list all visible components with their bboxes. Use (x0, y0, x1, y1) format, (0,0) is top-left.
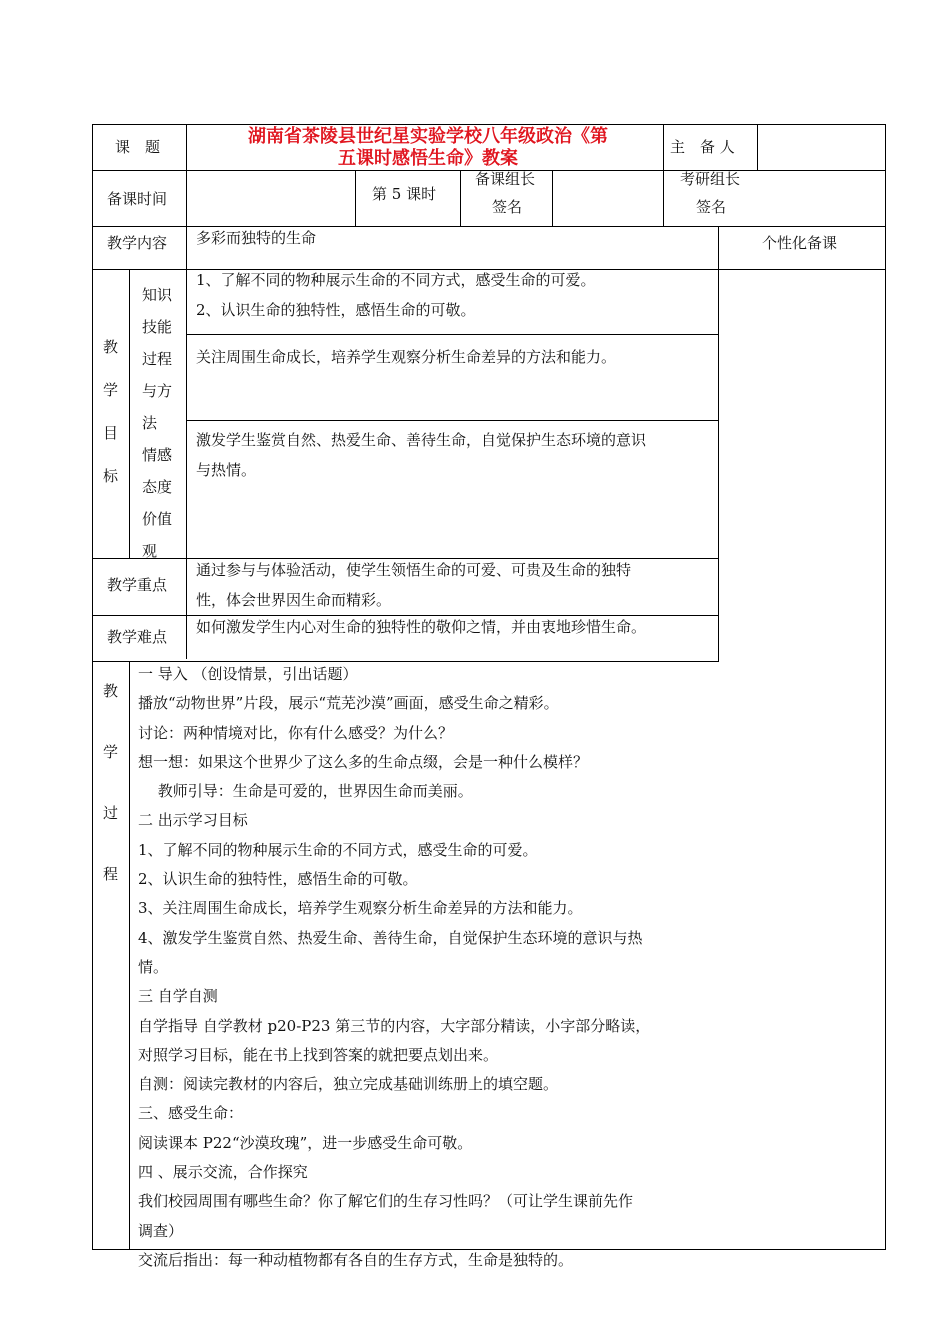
process-goal-line: 关注周围生命成长，培养学生观察分析生命差异的方法和能力。 (196, 348, 617, 366)
content-label: 教学内容 (107, 234, 168, 252)
col-divider (757, 124, 758, 170)
objectives-label (103, 326, 118, 498)
process-line: 4、激发学生鉴赏自然、热爱生命、善待生命，自觉保护生态环境的意识与热 (138, 928, 643, 947)
table-border-top (92, 124, 886, 125)
group-leader-label-1: 备课组长 (475, 170, 536, 188)
difficulties-text (196, 612, 646, 642)
emotion-label-line: 观 (142, 542, 158, 560)
col-divider (129, 661, 130, 1249)
process-line: 教师引导：生命是可爱的，世界因生命而美丽。 (138, 782, 473, 801)
emotion-label-line: 价值 (142, 510, 173, 528)
knowledge-line: 2、认识生命的独特性，感悟生命的可敬。 (196, 301, 476, 319)
emotion-label-line: 情感 (142, 446, 173, 464)
process-line: 三、感受生命： (138, 1104, 244, 1123)
difficulties-line: 如何激发学生内心对生命的独特性的敬仰之情，并由衷地珍惜生命。 (196, 618, 647, 636)
objectives-label-char: 目 (103, 424, 119, 442)
row-divider (186, 334, 719, 335)
col-divider (355, 170, 356, 226)
prep-time-label: 备课时间 (107, 190, 168, 208)
process-line: 播放“动物世界”片段，展示“荒芜沙漠”画面，感受生命之精彩。 (138, 694, 559, 713)
preparer-label: 主 备 人 (670, 138, 735, 156)
col-divider (718, 226, 719, 661)
content-value: 多彩而独特的生命 (196, 229, 317, 247)
period-label: 第 5 课时 (372, 185, 437, 203)
key-points-text (196, 555, 631, 615)
objectives-label-char: 学 (103, 381, 119, 399)
knowledge-label-line: 知识 (142, 286, 173, 304)
emotion-text (196, 425, 646, 485)
knowledge-line: 1、了解不同的物种展示生命的不同方式，感受生命的可爱。 (196, 271, 596, 289)
emotion-line: 激发学生鉴赏自然、热爱生命、善待生命，自觉保护生态环境的意识 (196, 431, 647, 449)
process-line: 一 导入 （创设情景，引出话题） (138, 665, 358, 683)
process-line: 三 自学自测 (138, 987, 218, 1006)
process-goal-text (196, 342, 616, 372)
process-body (138, 660, 650, 1275)
process-label-char: 程 (103, 865, 119, 883)
col-divider (552, 170, 553, 226)
knowledge-label (142, 279, 172, 343)
course-label: 课 题 (115, 138, 161, 156)
process-line: 二 出示学习目标 (138, 811, 248, 830)
knowledge-text (196, 265, 596, 325)
emotion-line: 与热情。 (196, 461, 257, 479)
group-leader-label-2: 签名 (492, 198, 523, 216)
process-goal-label-line: 法 (142, 414, 158, 432)
process-line: 我们校园周围有哪些生命？你了解它们的生存习性吗？（可让学生课前先作 (138, 1192, 634, 1211)
col-divider (460, 170, 461, 226)
page-title (193, 126, 663, 170)
table-border-right (885, 124, 886, 1250)
process-line: 交流后指出：每一种动植物都有各自的生存方式，生命是独特的。 (138, 1250, 574, 1269)
row-divider (186, 420, 719, 421)
process-label-char: 教 (103, 682, 119, 700)
process-line: 自测：阅读完教材的内容后，独立完成基础训练册上的填空题。 (138, 1075, 559, 1094)
emotion-label (142, 439, 172, 567)
col-divider (186, 124, 187, 659)
process-label-char: 过 (103, 804, 119, 822)
process-line: 自学指导 自学教材 p20-P23 第三节的内容，大字部分精读，小字部分略读， (138, 1016, 651, 1035)
process-line: 情。 (138, 957, 169, 976)
process-line: 调查） (138, 1221, 184, 1240)
col-divider (129, 269, 130, 558)
personal-prep-label: 个性化备课 (762, 234, 838, 252)
process-line: 2、认识生命的独特性，感悟生命的可敬。 (138, 870, 418, 889)
key-points-label: 教学重点 (107, 576, 168, 594)
col-divider (663, 124, 664, 226)
key-points-line: 通过参与与体验活动，使学生领悟生命的可爱、可贵及生命的独特 (196, 561, 632, 579)
process-line: 对照学习目标，能在书上找到答案的就把要点划出来。 (138, 1045, 499, 1064)
title-line-1: 湖南省茶陵县世纪星实验学校八年级政治《第 (248, 126, 608, 147)
research-leader-label-1: 考研组长 (680, 170, 741, 188)
process-line: 想一想：如果这个世界少了这么多的生命点缀，会是一种什么模样？ (138, 752, 589, 771)
objectives-label-char: 教 (103, 338, 119, 356)
knowledge-label-line: 技能 (142, 318, 173, 336)
process-line: 四 、展示交流，合作探究 (138, 1163, 308, 1182)
process-line: 讨论：两种情境对比，你有什么感受？为什么？ (138, 723, 454, 742)
process-line: 阅读课本 P22“沙漠玫瑰”，进一步感受生命可敬。 (138, 1133, 473, 1152)
table-border-left (92, 124, 93, 1250)
key-points-line: 性，体会世界因生命而精彩。 (196, 591, 392, 609)
objectives-label-char: 标 (103, 467, 119, 485)
process-label (103, 661, 118, 905)
process-line: 1、了解不同的物种展示生命的不同方式，感受生命的可爱。 (138, 840, 538, 859)
title-line-2: 五课时感悟生命》教案 (338, 148, 518, 169)
difficulties-label: 教学难点 (107, 628, 168, 646)
process-goal-label-line: 过程 (142, 350, 173, 368)
emotion-label-line: 态度 (142, 478, 173, 496)
process-line: 3、关注周围生命成长，培养学生观察分析生命差异的方法和能力。 (138, 899, 583, 918)
process-goal-label (142, 343, 172, 439)
research-leader-label-2: 签名 (696, 198, 727, 216)
process-goal-label-line: 与方 (142, 382, 173, 400)
process-label-char: 学 (103, 743, 119, 761)
